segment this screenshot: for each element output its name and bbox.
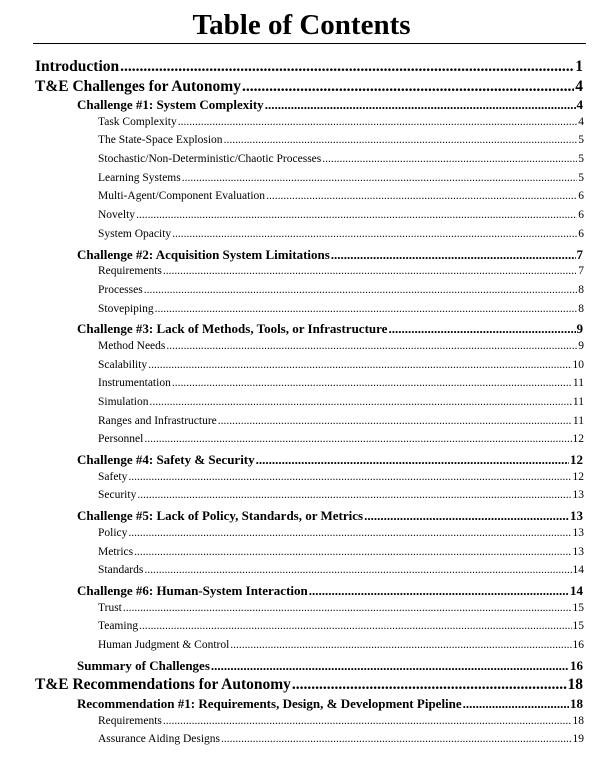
toc-entry-page[interactable]: 9 (576, 321, 583, 337)
toc-entry-title[interactable]: Standards (98, 564, 144, 577)
dot-leader (265, 97, 576, 113)
toc-entry-title[interactable]: Assurance Aiding Designs (98, 733, 221, 746)
toc-entry-page[interactable]: 11 (572, 414, 584, 427)
toc-entry-title[interactable]: Processes (98, 283, 143, 296)
toc-entry[interactable] (98, 359, 584, 378)
toc-entry[interactable] (98, 602, 584, 621)
dot-leader (128, 471, 571, 483)
toc-entry[interactable] (98, 340, 584, 359)
toc-entry-page[interactable]: 6 (578, 190, 584, 203)
toc-entry-title[interactable]: Ranges and Infrastructure (98, 414, 217, 427)
toc-entry-title[interactable]: Method Needs (98, 339, 166, 352)
toc-entry-page[interactable]: 12 (572, 433, 584, 446)
toc-entry[interactable] (77, 658, 583, 677)
toc-entry[interactable] (77, 321, 583, 340)
toc-entry-page[interactable]: 13 (572, 545, 584, 558)
toc-entry[interactable] (98, 284, 584, 303)
toc-entry-page[interactable]: 18 (570, 695, 583, 711)
toc-entry-page[interactable]: 19 (572, 733, 584, 746)
toc-entry-title[interactable]: T&E Challenges for Autonomy (35, 77, 241, 95)
toc-entry-title[interactable]: Challenge #4: Safety & Security (77, 452, 255, 468)
toc-entry-title[interactable]: Policy (98, 526, 128, 539)
toc-entry-title[interactable]: The State-Space Explosion (98, 134, 223, 147)
dot-leader (331, 247, 576, 263)
toc-entry-page[interactable]: 15 (572, 620, 584, 633)
toc-entry-title[interactable]: Simulation (98, 396, 149, 408)
toc-entry-title[interactable]: Safety (98, 470, 128, 483)
toc-entry-title[interactable]: Teaming (98, 620, 139, 633)
page-title: Table of Contents (192, 9, 411, 41)
toc-entry-page[interactable]: 4 (575, 77, 583, 95)
toc-entry-page[interactable]: 7 (578, 265, 584, 278)
toc-entry[interactable] (98, 303, 584, 322)
dot-leader (266, 190, 577, 202)
toc-entry-title[interactable]: Trust (98, 601, 122, 614)
toc-entry-page[interactable]: 18 (572, 714, 584, 727)
toc-entry-title[interactable]: Security (98, 489, 137, 502)
toc-entry[interactable] (98, 564, 584, 583)
toc-entry-page[interactable]: 13 (572, 489, 584, 502)
dot-leader (139, 620, 571, 632)
toc-entry[interactable] (98, 228, 584, 247)
toc-entry-page[interactable]: 13 (570, 508, 583, 524)
toc-entry-page[interactable]: 5 (578, 153, 584, 166)
toc-entry[interactable] (98, 134, 584, 153)
toc-entry-page[interactable]: 6 (578, 209, 584, 222)
toc-entry-title[interactable]: System Opacity (98, 227, 172, 240)
dot-leader (166, 340, 577, 352)
toc-entry[interactable] (98, 546, 584, 565)
toc-entry-page[interactable]: 8 (578, 302, 584, 315)
toc-entry[interactable] (98, 415, 584, 434)
toc-entry-title[interactable]: Challenge #5: Lack of Policy, Standards, or Metrics (77, 508, 364, 524)
dot-leader (224, 134, 578, 146)
dot-leader (148, 359, 571, 371)
dot-leader (178, 116, 578, 128)
dot-leader (155, 303, 578, 315)
dot-leader (144, 284, 578, 296)
dot-leader (120, 58, 574, 76)
toc-entry[interactable] (35, 58, 583, 78)
dot-leader (256, 452, 569, 468)
toc-entry[interactable] (77, 452, 583, 471)
toc-entry-title[interactable]: Challenge #6: Human-System Interaction (77, 582, 308, 598)
toc-entry-title[interactable]: Introduction (35, 58, 120, 75)
toc-entry-title[interactable]: Novelty (98, 209, 136, 222)
toc-entry-page[interactable]: 1 (575, 58, 583, 75)
toc-entry-title[interactable]: Recommendation #1: Requirements, Design, & Development Pipeline (77, 695, 462, 711)
toc-entry-page[interactable]: 4 (578, 115, 584, 128)
toc-entry-page[interactable]: 12 (572, 470, 584, 483)
dot-leader (128, 527, 571, 539)
toc-entry[interactable] (98, 265, 584, 284)
toc-entry[interactable] (35, 78, 583, 98)
dot-leader (182, 172, 578, 184)
toc-entry-page[interactable]: 18 (567, 676, 583, 694)
toc-entry[interactable] (77, 508, 583, 527)
dot-leader (163, 715, 572, 727)
toc-list (0, 58, 603, 752)
toc-entry-title[interactable]: Stovepiping (98, 302, 154, 315)
toc-entry-title[interactable]: Challenge #3: Lack of Methods, Tools, or Infrastructure (77, 321, 388, 337)
dot-leader (134, 546, 571, 558)
toc-entry[interactable] (77, 696, 583, 715)
dot-leader (292, 676, 567, 694)
dot-leader (463, 696, 569, 712)
toc-entry-page[interactable]: 16 (570, 657, 583, 673)
toc-entry[interactable] (98, 733, 584, 752)
toc-entry-page[interactable]: 12 (570, 452, 583, 468)
toc-entry-page[interactable]: 10 (572, 358, 584, 371)
toc-entry[interactable] (98, 639, 584, 658)
toc-entry[interactable] (98, 377, 584, 396)
dot-leader (388, 321, 575, 337)
dot-leader (364, 508, 569, 524)
toc-entry-title[interactable]: Learning Systems (98, 171, 181, 184)
toc-entry-title[interactable]: Instrumentation (98, 377, 171, 390)
toc-entry-title[interactable]: Stochastic/Non-Deterministic/Chaotic Processes (98, 153, 322, 166)
toc-entry-title[interactable]: Challenge #1: System Complexity (77, 97, 264, 112)
toc-entry-page[interactable]: 4 (576, 97, 583, 112)
toc-entry[interactable] (98, 153, 584, 172)
title-divider (33, 43, 586, 44)
toc-entry-title[interactable]: Human Judgment & Control (98, 638, 230, 651)
toc-entry[interactable] (77, 583, 583, 602)
dot-leader (309, 583, 569, 599)
dot-leader (230, 639, 571, 651)
toc-entry-title[interactable]: Metrics (98, 545, 134, 558)
dot-leader (149, 396, 571, 408)
toc-entry-title[interactable]: Requirements (98, 714, 162, 727)
dot-leader (136, 209, 577, 221)
toc-entry[interactable] (98, 471, 584, 490)
dot-leader (221, 733, 571, 745)
toc-entry[interactable] (35, 676, 583, 696)
dot-leader (172, 228, 577, 240)
dot-leader (123, 602, 572, 614)
toc-entry[interactable] (98, 190, 584, 209)
toc-entry-page[interactable]: 9 (578, 339, 584, 352)
dot-leader (322, 153, 577, 165)
dot-leader (211, 658, 569, 674)
toc-entry[interactable] (98, 433, 584, 452)
toc-entry[interactable] (98, 209, 584, 228)
toc-entry-title[interactable]: Summary of Challenges (77, 657, 210, 673)
toc-entry-page[interactable]: 14 (572, 564, 584, 577)
toc-entry-page[interactable]: 5 (578, 134, 584, 147)
toc-entry-page[interactable]: 11 (572, 377, 584, 390)
toc-entry-title[interactable]: Challenge #2: Acquisition System Limitations (77, 246, 330, 262)
dot-leader (144, 433, 571, 445)
toc-entry-title[interactable]: Multi-Agent/Component Evaluation (98, 190, 266, 203)
toc-entry-page[interactable]: 7 (576, 246, 583, 262)
toc-entry-page[interactable]: 13 (572, 526, 584, 539)
toc-entry-page[interactable]: 5 (578, 171, 584, 184)
toc-entry-title[interactable]: Personnel (98, 433, 144, 446)
toc-entry-title[interactable]: Scalability (98, 358, 148, 371)
toc-entry[interactable] (98, 172, 584, 191)
dot-leader (144, 564, 571, 576)
toc-entry-page[interactable]: 16 (572, 638, 584, 651)
toc-entry-page[interactable]: 11 (572, 396, 584, 408)
dot-leader (218, 415, 572, 427)
toc-entry[interactable] (98, 715, 584, 734)
toc-entry-title[interactable]: Task Complexity (98, 115, 177, 128)
toc-entry[interactable] (77, 247, 583, 266)
dot-leader (172, 377, 572, 389)
toc-entry[interactable] (98, 527, 584, 546)
dot-leader (137, 489, 571, 501)
dot-leader (242, 78, 574, 96)
toc-entry-page[interactable]: 8 (578, 283, 584, 296)
toc-entry-title[interactable]: Requirements (98, 265, 162, 278)
toc-entry[interactable] (77, 97, 583, 116)
toc-entry-page[interactable]: 14 (570, 582, 583, 598)
dot-leader (163, 265, 577, 277)
toc-entry-page[interactable]: 6 (578, 227, 584, 240)
toc-entry[interactable] (98, 116, 584, 135)
toc-entry-page[interactable]: 15 (572, 601, 584, 614)
toc-entry-title[interactable]: T&E Recommendations for Autonomy (35, 676, 291, 694)
toc-entry[interactable] (98, 396, 584, 415)
toc-entry[interactable] (98, 620, 584, 639)
toc-entry[interactable] (98, 489, 584, 508)
